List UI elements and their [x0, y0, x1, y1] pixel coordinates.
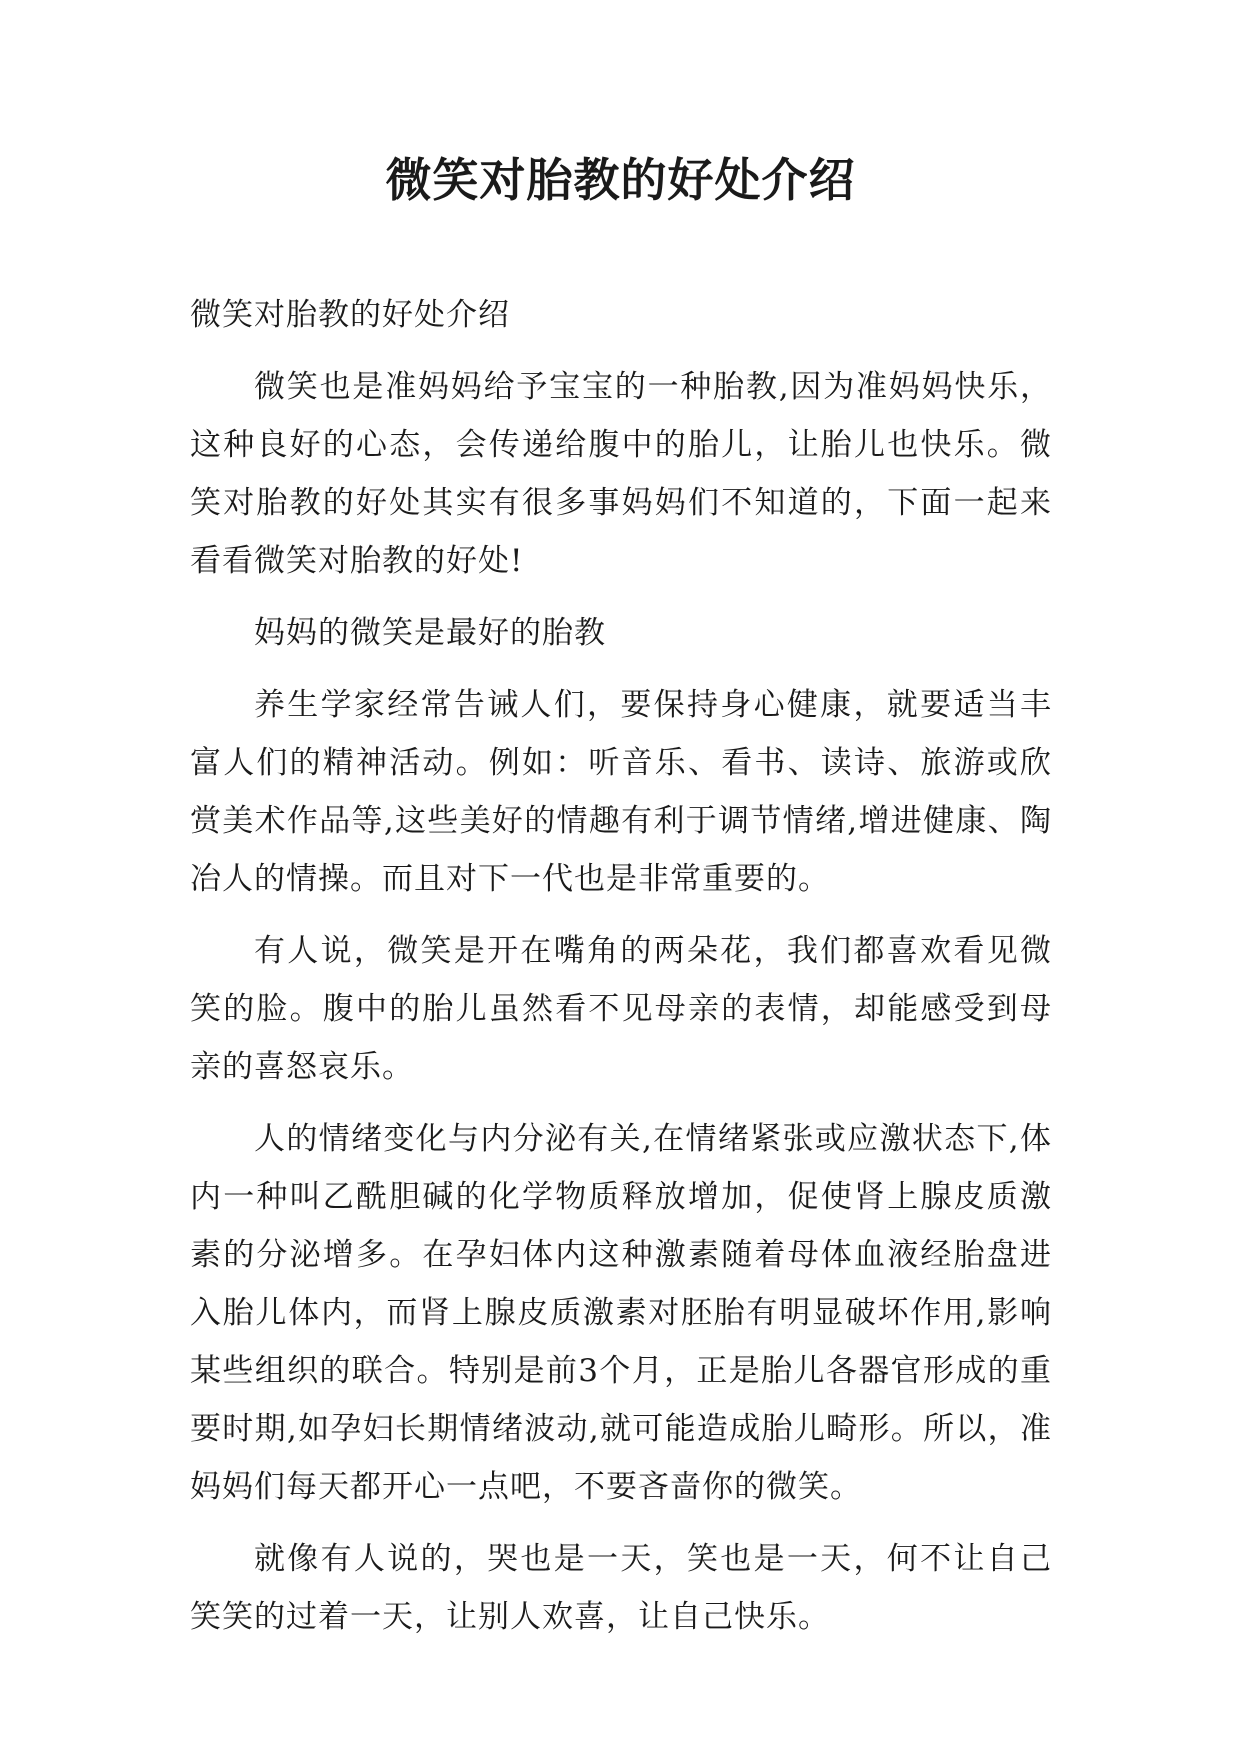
document-title: 微笑对胎教的好处介绍	[385, 153, 856, 207]
document-body	[190, 286, 1052, 1650]
document-subtitle: 微笑对胎教的好处介绍	[190, 297, 510, 333]
paragraph-hormones: 人的情绪变化与内分泌有关,在情绪紧张或应激状态下,体内一种叫乙酰胆碱的化学物质释放增加，促使肾上腺皮质激素的分泌增多。在孕妇体内这种激素随着母体血液经胎盘进入胎儿体内，而肾上腺皮质激素对胚胎有明显破坏作用,影响某些组织的联合。特别是前3个月，正是胎儿各器官形成的重要时期,如孕妇长期情绪波动,就可能造成胎儿畸形。所以，准妈妈们每天都开心一点吧，不要吝啬你的微笑。	[190, 1121, 1052, 1505]
section-heading: 妈妈的微笑是最好的胎教	[254, 615, 606, 651]
paragraph-intro: 微笑也是准妈妈给予宝宝的一种胎教,因为准妈妈快乐，这种良好的心态，会传递给腹中的胎儿，让胎儿也快乐。微笑对胎教的好处其实有很多事妈妈们不知道的，下面一起来看看微笑对胎教的好处!	[190, 369, 1052, 579]
paragraph-closing: 就像有人说的，哭也是一天，笑也是一天，何不让自己笑笑的过着一天，让别人欢喜，让自己快乐。	[190, 1541, 1052, 1635]
paragraph-smile: 有人说，微笑是开在嘴角的两朵花，我们都喜欢看见微笑的脸。腹中的胎儿虽然看不见母亲的表情，却能感受到母亲的喜怒哀乐。	[190, 933, 1052, 1085]
paragraph-health: 养生学家经常告诫人们，要保持身心健康，就要适当丰富人们的精神活动。例如：听音乐、看书、读诗、旅游或欣赏美术作品等,这些美好的情趣有利于调节情绪,增进健康、陶冶人的情操。而且对下一代也是非常重要的。	[190, 687, 1052, 897]
